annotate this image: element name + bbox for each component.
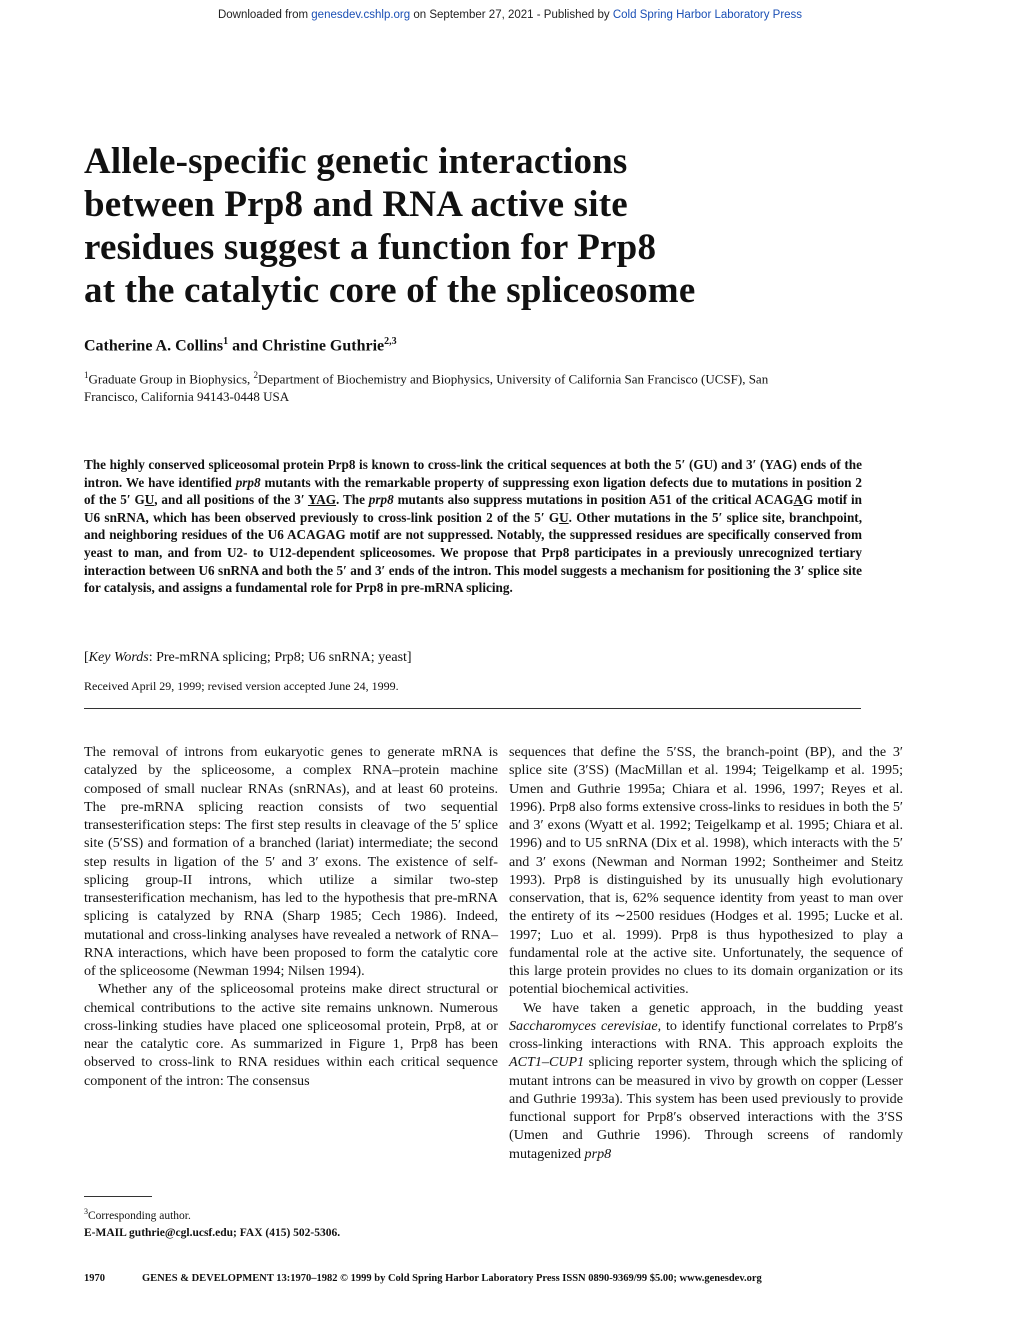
- keywords-label: Key Words: [88, 650, 149, 665]
- abstract-text: , and all positions of the 3′: [154, 492, 308, 508]
- article-title: [84, 140, 904, 312]
- author-list: [84, 336, 397, 355]
- body-paragraph: The removal of introns from eukaryotic genes to generate mRNA is catalyzed by the spliceosome, a complex RNA–protein machine composed of small nuclear RNAs (snRNAs), and at least 60 proteins. The pre-mRNA splicing reaction consists of two sequential transesterification steps: The first step results in cleavage of the 5′ splice site (5′SS) and formation of a branched (lariat) intermediate; the second step results in ligation of the 5′ and 3′ exons. The existence of self-splicing group-II introns, which utilize a similar two-step transesterification mechanism, has led to the hypothesis that pre-mRNA splicing is catalyzed by RNA (Sharp 1985; Cech 1986). Indeed, mutational and cross-linking analyses have revealed a network of RNA–RNA interactions, which have been proposed to form the catalytic core of the spliceosome (Newman 1994; Nilsen 1994).: [84, 744, 498, 979]
- footnote-mark: 3: [84, 1207, 88, 1216]
- footnote: [84, 1203, 340, 1242]
- page-footer: [84, 1273, 884, 1284]
- abstract-text: mutants with the remarkable property of suppressing exon ligation defects due to mutations in position 2 of the 5′ G: [84, 474, 862, 508]
- title-line: at the catalytic core of the spliceosome: [84, 270, 696, 311]
- keywords-text: : Pre-mRNA splicing; Prp8; U6 snRNA; yeast]: [148, 650, 412, 665]
- body-paragraph: sequences that define the 5′SS, the branch-point (BP), and the 3′ splice site (3′SS) (MacMillan et al. 1994; Teigelkamp et al. 1995; Umen and Guthrie 1995a; Chiara et al. 1996, 1997; Reyes et al. 1996). Prp8 also forms extensive cross-links to residues in both the 5′ and 3′ exons (Wyatt et al. 1992; Teigelkamp et al. 1995; Chiara et al. 1996) and to U5 snRNA (Dix et al. 1998), which interacts with the 5′ and 3′ exons (Newman and Norman 1992; Sontheimer and Steitz 1993). Prp8 is distinguished by its unusually high evolutionary conservation, that is, 62% sequence identity from yeast to man over the entirety of its ∼2500 residues (Hodges et al. 1995; Lucke et al. 1997; Luo et al. 1999). Prp8 is thus hypothesized to play a fundamental role at the active site. Unfortunately, the sequence of this large protein provides no clues to its domain organization or its potential biochemical activities.: [509, 744, 903, 998]
- title-line: Allele-specific genetic interactions: [84, 141, 628, 182]
- received-dates: Received April 29, 1999; revised version accepted June 24, 1999.: [84, 679, 399, 693]
- abstract-text: mutants also suppress mutations in position A51 of the critical ACAG: [393, 492, 794, 508]
- author-conjunction: and: [228, 337, 262, 355]
- keywords-bracket: [: [84, 650, 89, 665]
- banner-middle: on September 27, 2021 - Published by: [410, 9, 613, 21]
- abstract-text: . The: [336, 492, 369, 508]
- abstract: [84, 456, 862, 597]
- abstract-text: G motif in U6 snRNA, which has been observed previously to cross-link position 2 of the 5′ G: [84, 492, 862, 525]
- author-name: Christine Guthrie: [261, 337, 385, 355]
- body-text: , to identify functional correlates to Prp8′s cross-linking interactions with RNA. This approach exploits the: [509, 1017, 903, 1052]
- section-divider: [84, 708, 861, 709]
- banner-prefix: Downloaded from: [217, 9, 312, 21]
- publisher-link[interactable]: Cold Spring Harbor Laboratory Press: [612, 9, 803, 21]
- download-banner: [0, 9, 1020, 21]
- title-line: residues suggest a function for Prp8: [84, 227, 657, 268]
- underlined-residue: YAG: [307, 492, 337, 508]
- affil-mark: 2: [253, 370, 259, 380]
- body-column-left: [84, 743, 498, 1090]
- affiliations: [84, 366, 824, 406]
- journal-citation: GENES & DEVELOPMENT 13:1970–1982 © 1999 by Cold Spring Harbor Laboratory Press ISSN 0890-9369/99 $5.00; www.genesdev.org: [142, 1273, 762, 1284]
- keywords: [84, 650, 412, 666]
- gene-name: prp8: [235, 474, 261, 490]
- underlined-residue: A: [793, 492, 803, 508]
- site-link[interactable]: genesdev.cshlp.org: [311, 9, 411, 21]
- species-name: Saccharomyces cerevisiae: [509, 1017, 658, 1034]
- body-text: We have taken a genetic approach, in the budding yeast: [523, 999, 903, 1016]
- affil-mark: 1: [84, 370, 89, 380]
- body-paragraph: Whether any of the spliceosomal proteins make direct structural or chemical contributions to the active site remains unknown. Numerous cross-linking studies have placed one spliceosomal protein, Prp8, at or near the catalytic core. As summarized in Figure 1, Prp8 has been observed to cross-link to RNA residues within each critical sequence component of the intron: The consensus: [84, 981, 498, 1089]
- contact-info: E-MAIL guthrie@cgl.ucsf.edu; FAX (415) 502-5306.: [84, 1226, 341, 1239]
- abstract-text: . Other mutations in the 5′ splice site, branchpoint, and neighboring residues of the U6 ACAGAG motif are not suppressed. Notably, the suppressed residues are specifically conserved from yeast to man, and from U2- to U12-dependent spliceosomes. We propose that Prp8 participates in a previously unrecognized tertiary interaction between U6 snRNA and both the 5′ and 3′ ends of the intron. This model suggests a mechanism for positioning the 3′ splice site for catalysis, and assigns a fundamental role for Prp8 in pre-mRNA splicing.: [84, 509, 862, 596]
- body-paragraph: [509, 999, 903, 1163]
- underlined-residue: U: [144, 492, 155, 508]
- footnote-divider: [84, 1196, 152, 1197]
- affil-text: Graduate Group in Biophysics,: [88, 371, 254, 387]
- footnote-text: Corresponding author.: [88, 1209, 191, 1222]
- underlined-residue: U: [559, 509, 569, 525]
- gene-name: prp8: [584, 1145, 612, 1162]
- abstract-text: The highly conserved spliceosomal protein Prp8 is known to cross-link the critical sequences at both the 5′ (GU) and 3′ (YAG) ends of the intron. We have identified: [84, 457, 862, 490]
- title-line: between Prp8 and RNA active site: [84, 184, 628, 225]
- gene-name: prp8: [368, 492, 394, 508]
- corresponding-note: [84, 1203, 340, 1225]
- author-name: Catherine A. Collins: [84, 337, 224, 355]
- page-number: 1970: [84, 1273, 105, 1284]
- author-affil-mark: 2,3: [384, 336, 397, 347]
- affil-text: Department of Biochemistry and Biophysics, University of California San Francisco (UCSF), San Francisco, California 94143-0448 USA: [84, 371, 769, 405]
- author-affil-mark: 1: [223, 336, 229, 347]
- reporter-name: ACT1–CUP1: [509, 1054, 585, 1071]
- body-column-right: [509, 743, 903, 1163]
- body-text: splicing reporter system, through which the splicing of mutant introns can be measured in vivo by growth on copper (Lesser and Guthrie 1993a). This system has been used previously to provide functional support for Prp8′s observed interactions with the 3′SS (Umen and Guthrie 1996). Through screens of randomly mutagenized: [509, 1054, 903, 1162]
